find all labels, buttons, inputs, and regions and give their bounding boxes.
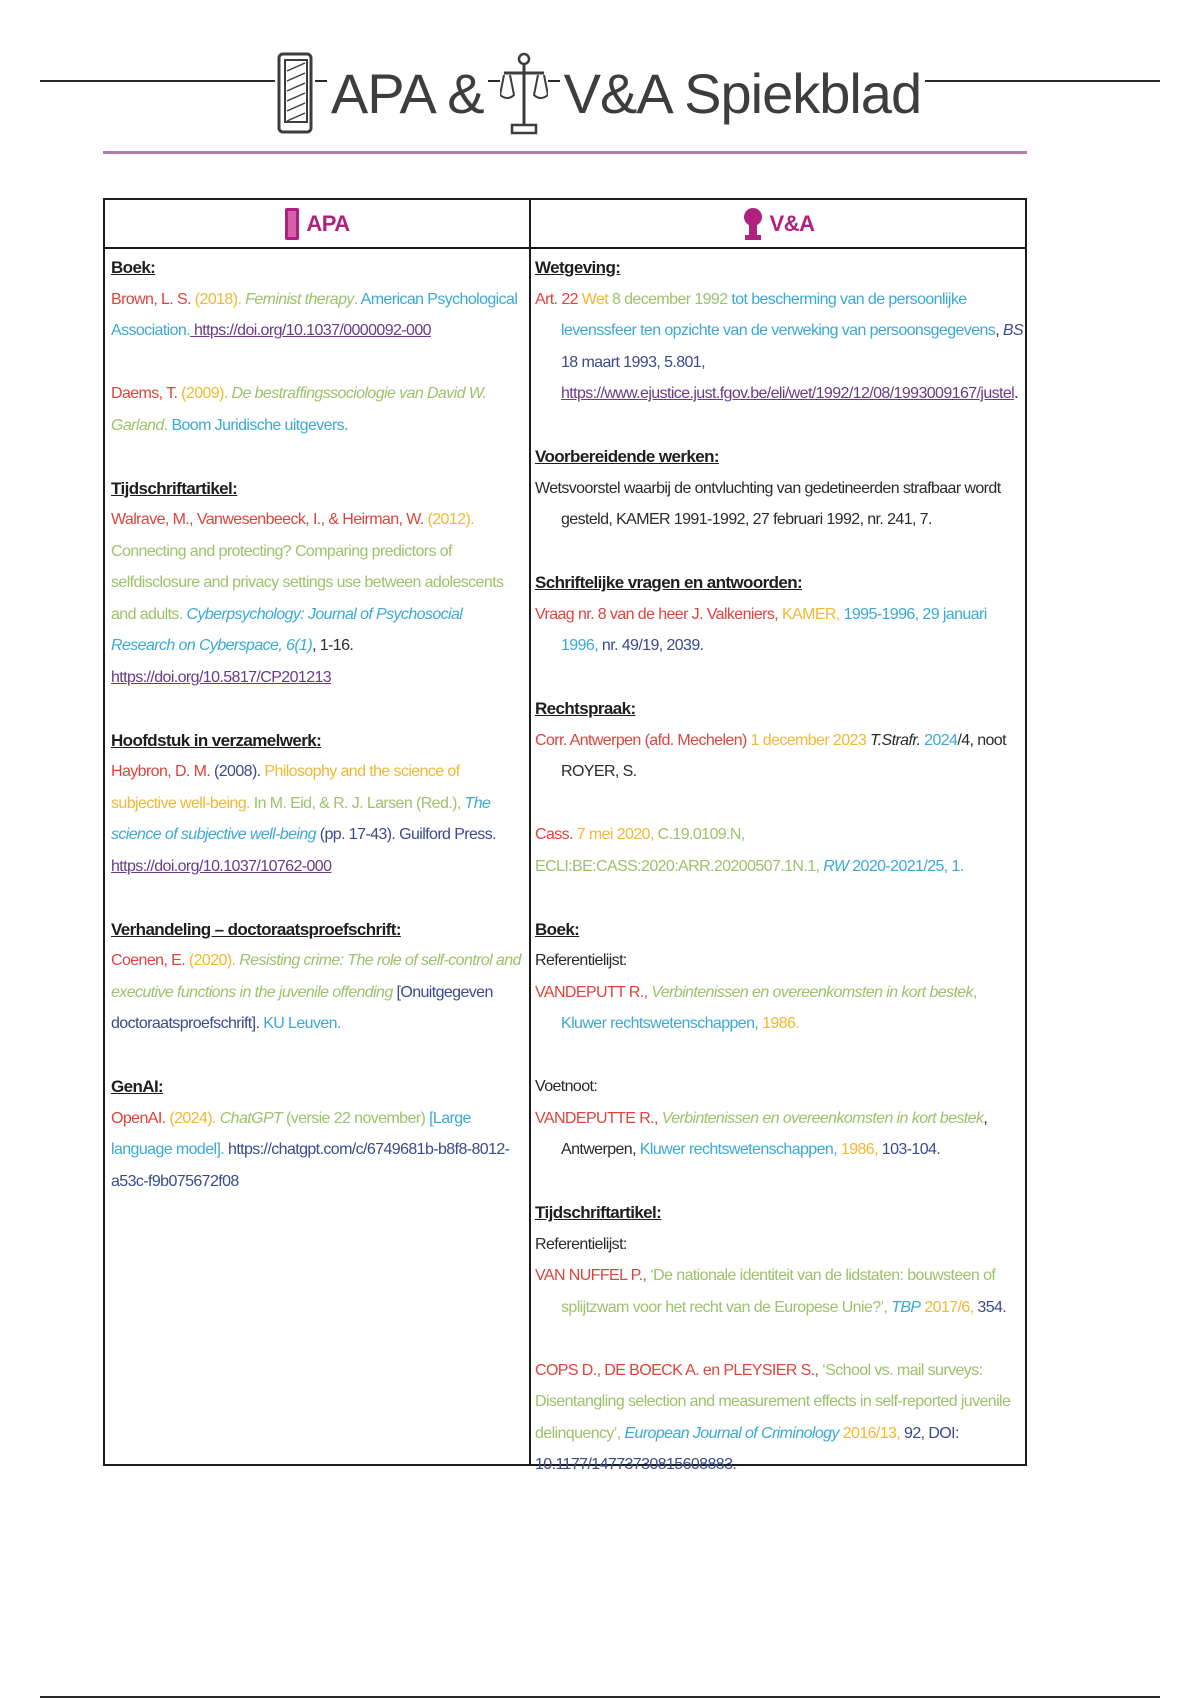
heading-wetgeving: Wetgeving:	[535, 258, 621, 277]
va-case-citation-1: Corr. Antwerpen (afd. Mechelen) 1 december 2023 T.Strafr. 2024/4, noot ROYER, S.	[535, 731, 1006, 780]
title-underline	[103, 151, 1027, 154]
citation-table	[103, 198, 1027, 1473]
doi-link[interactable]: https://doi.org/10.1037/0000092-000	[190, 322, 431, 339]
apa-header-label: APA	[306, 210, 350, 236]
column-header-va	[531, 200, 1025, 247]
va-article-citation-1: VAN NUFFEL P., ‘De nationale identiteit van de lidstaten: bouwsteen of splijtzwam voor het recht van de Europese Unie?’, TBP 2017/6, 354.	[535, 1267, 1007, 1316]
va-question-citation: Vraag nr. 8 van de heer J. Valkeniers, KAMER, 1995-1996, 29 januari 1996, nr. 49/19, 2039.	[535, 605, 987, 654]
va-header-label: V&A	[769, 210, 815, 236]
label-referentielijst-2: Referentielijst:	[535, 1235, 627, 1253]
apa-chapter-citation: Haybron, D. M. (2008). Philosophy and the science of subjective well-being. In M. Eid, & R. J. Larsen (Red.), The science of subjective well-being (pp. 17-43). Guilford Press. https://doi.org/10.1037/10762-000	[111, 763, 496, 875]
apa-genai-citation: OpenAI. (2024). ChatGPT (versie 22 november) [Large language model]. https://chatgpt.com/c/6749681b-b8f8-8012-a53c-f9b075672f08	[111, 1109, 510, 1190]
apa-article-citation: Walrave, M., Vanwesenbeeck, I., & Heirman, W. (2012). Connecting and protecting? Comparing predictors of selfdisclosure and privacy settings use between adolescents and adults. Cyberpsychology: Journal of Psychosocial Research on Cyberspace, 6(1), 1-16. https://doi.org/10.5817/CP201213	[111, 511, 504, 686]
ejustice-link[interactable]: https://www.ejustice.just.fgov.be/eli/wet/1992/12/08/1993009167/justel	[561, 385, 1015, 402]
bookmark-icon	[284, 207, 300, 241]
heading-schriftelijke-vragen: Schriftelijke vragen en antwoorden:	[535, 573, 803, 592]
apa-column	[111, 252, 525, 1197]
title-va: V&A Spiekblad	[560, 66, 925, 122]
heading-boek-va: Boek:	[535, 919, 580, 939]
va-article-citation-2: COPS D., DE BOECK A. en PLEYSIER S., ‘School vs. mail surveys: Disentangling selection and measurement effects in self-reported juvenile delinquency’, European Journal of Criminology 2016/13, 92, DOI: 10.1177/14773730815608883.	[535, 1361, 1011, 1473]
doi-link[interactable]: https://doi.org/10.5817/CP201213	[111, 668, 332, 686]
scales-icon	[500, 51, 548, 137]
label-referentielijst: Referentielijst:	[535, 952, 627, 969]
gavel-icon	[742, 207, 764, 241]
va-book-reference: VANDEPUTT R., Verbintenissen en overeenkomsten in kort bestek, Kluwer rechtswetenschappen, 1986.	[535, 983, 977, 1032]
chatgpt-link[interactable]: https://chatgpt.com/c/6749681b-b8f8-8012-a53c-f9b075672f08	[111, 1141, 510, 1190]
heading-voorbereidende-werken: Voorbereidende werken:	[535, 447, 719, 466]
header-divider	[105, 247, 1025, 249]
book-icon	[275, 51, 315, 137]
va-book-footnote: VANDEPUTTE R., Verbintenissen en overeenkomsten in kort bestek, Antwerpen, Kluwer rechtswetenschappen, 1986, 103-104.	[535, 1109, 988, 1158]
heading-genai: GenAI:	[111, 1077, 164, 1096]
va-case-citation-2: Cass. 7 mei 2020, C.19.0109.N, ECLI:BE:CASS:2020:ARR.20200507.1N.1, RW 2020-2021/25, 1.	[535, 826, 964, 875]
apa-book-citation-2: Daems, T. (2009). De bestraffingssociologie van David W. Garland. Boom Juridische uitgevers.	[111, 385, 487, 434]
heading-rechtspraak: Rechtspraak:	[535, 699, 636, 718]
column-header-apa	[105, 200, 529, 247]
column-divider	[529, 200, 531, 1464]
page-title	[0, 48, 1200, 140]
label-voetnoot: Voetnoot:	[535, 1078, 598, 1095]
va-column	[535, 252, 1025, 1481]
va-legislation-citation: Art. 22 Wet 8 december 1992 tot bescherming van de persoonlijke levenssfeer ten opzichte van de verweking van persoonsgegevens, BS 18 maart 1993, 5.801, https://www.ejustice.just.fgov.be/eli/wet/1992/12/08/1993009167/justel.	[535, 290, 1024, 402]
heading-boek: Boek:	[111, 258, 156, 277]
doi-link[interactable]: https://doi.org/10.1037/10762-000	[111, 857, 332, 875]
heading-hoofdstuk: Hoofdstuk in verzamelwerk:	[111, 730, 322, 750]
heading-tijdschriftartikel-va: Tijdschriftartikel:	[535, 1203, 662, 1222]
bottom-rule	[40, 1696, 1160, 1698]
title-apa: APA &	[327, 66, 488, 122]
apa-thesis-citation: Coenen, E. (2020). Resisting crime: The role of self-control and executive functions in the juvenile offending [Onuitgegeven doctoraatsproefschrift]. KU Leuven.	[111, 952, 521, 1032]
va-preparatory-citation: Wetsvoorstel waarbij de ontvluchting van gedetineerden strafbaar wordt gesteld, KAMER 1991-1992, 27 februari 1992, nr. 241, 7.	[535, 479, 1001, 528]
apa-book-citation-1: Brown, L. S. (2018). Feminist therapy. American Psychological Association. https://doi.org/10.1037/0000092-000	[111, 290, 518, 339]
heading-tijdschriftartikel: Tijdschriftartikel:	[111, 478, 238, 498]
heading-verhandeling: Verhandeling – doctoraatsproefschrift:	[111, 919, 401, 939]
